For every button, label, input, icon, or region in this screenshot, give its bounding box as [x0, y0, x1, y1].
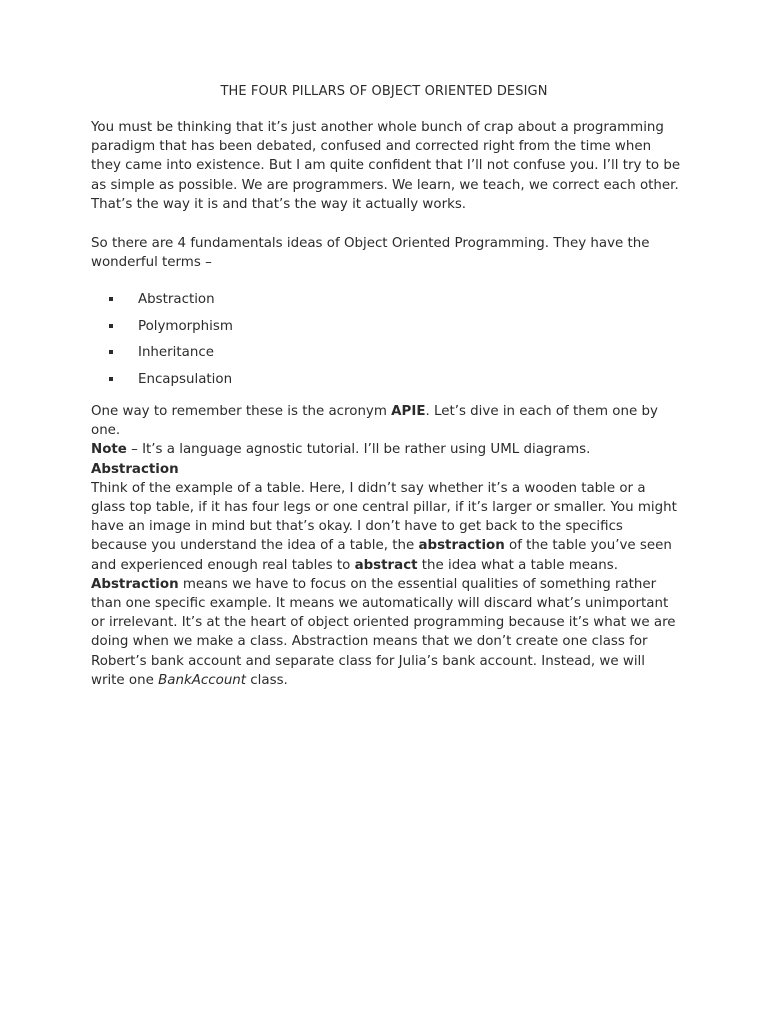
pillar-label: Abstraction [138, 292, 215, 307]
list-item [91, 317, 233, 344]
pillar-label: Inheritance [138, 345, 214, 361]
section-heading [91, 460, 681, 479]
document-title: THE FOUR PILLARS OF OBJECT ORIENTED DESIGN [220, 84, 548, 99]
abstraction-text-3: the idea what a table means. [417, 557, 618, 573]
list-item [91, 370, 233, 397]
abstraction-paragraph [91, 479, 681, 690]
bullet-square-icon [109, 324, 113, 328]
abstraction-bold-2: abstract [354, 557, 418, 573]
bullet-square-icon [109, 377, 113, 381]
list-item [91, 290, 233, 317]
abstraction-text-2: of the table you’ve seen and experienced enough real tables to [91, 538, 672, 573]
abstraction-text-4: means we have to focus on the essential qualities of something rather than one specific example. It means we automatically will discard what’s unimportant or irrelevant. It’s at the heart of object oriented programming because it’s what we are doing when we make a class. Abstraction means that we don’t create one class for Robert’s bank account and separate class for Julia’s bank account. Instead, we will write one [91, 576, 676, 688]
acronym-bold: APIE [391, 404, 426, 419]
abstraction-text-5: class. [246, 672, 288, 688]
note-paragraph [91, 440, 681, 459]
abstraction-bold-3: Abstraction [91, 576, 179, 592]
abstraction-bold-1: abstraction [418, 538, 505, 554]
bullet-square-icon [109, 297, 113, 301]
pillar-label: Polymorphism [138, 318, 233, 334]
note-label: Note [91, 442, 127, 458]
bullet-square-icon [109, 350, 113, 354]
pillars-list [91, 290, 233, 397]
section-heading-text: Abstraction [91, 461, 179, 477]
fundamentals-paragraph: So there are 4 fundamentals ideas of Object Oriented Programming. They have the wonderful terms – [91, 236, 650, 271]
note-text: – It’s a language agnostic tutorial. I’ll be rather using UML diagrams. [126, 442, 591, 458]
intro-paragraph: You must be thinking that it’s just another whole bunch of crap about a programming paradigm that has been debated, confused and corrected right from the time when they came into existence. But I am quite confident that I’ll not confuse you. I’ll try to be as simple as possible. We are programmers. We learn, we teach, we correct each other. That’s the way it is and that’s the way it actually works. [91, 120, 681, 212]
main-text-block [91, 402, 681, 690]
acronym-text-post: . Let’s dive in each of them one by one. [91, 404, 658, 439]
pillar-label: Encapsulation [138, 372, 233, 388]
abstraction-italic: BankAccount [158, 672, 247, 688]
abstraction-text-1: Think of the example of a table. Here, I didn’t say whether it’s a wooden table or a glass top table, if it has four legs or one central pillar, if it’s larger or smaller. You might have an image in mind but that’s okay. I don’t have to get back to the specifics because you understand the idea of a table, the [91, 480, 677, 554]
list-item [91, 343, 233, 370]
acronym-text-pre: One way to remember these is the acronym [91, 404, 392, 419]
acronym-paragraph [91, 402, 681, 440]
